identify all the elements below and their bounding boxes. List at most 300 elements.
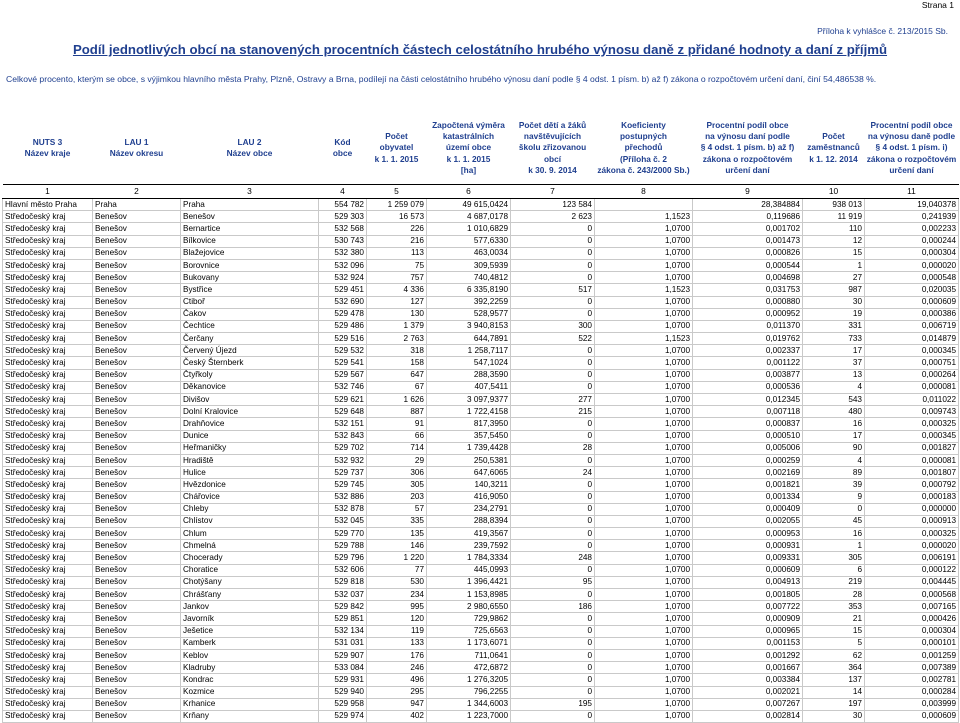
table-cell: Choratice [181, 564, 319, 576]
table-cell: 0 [511, 454, 595, 466]
table-cell: Středočeský kraj [3, 479, 93, 491]
table-cell: 0,019762 [693, 333, 803, 345]
table-cell: 543 [803, 394, 865, 406]
table-cell: 1,1523 [595, 211, 693, 223]
table-cell: Chrášťany [181, 589, 319, 601]
table-row [3, 418, 959, 430]
table-cell: Bukovany [181, 272, 319, 284]
table-cell: 123 584 [511, 199, 595, 211]
table-cell: Benešov [93, 576, 181, 588]
table-cell: Středočeský kraj [3, 345, 93, 357]
table-cell: Středočeský kraj [3, 211, 93, 223]
table-cell: 0,000751 [865, 357, 959, 369]
table-cell: 0 [511, 308, 595, 320]
table-cell: 19,040378 [865, 199, 959, 211]
table-cell: 0,000020 [865, 540, 959, 552]
table-row [3, 637, 959, 649]
table-cell: Benešov [93, 381, 181, 393]
table-cell: 133 [367, 637, 427, 649]
table-cell: 0,000000 [865, 503, 959, 515]
table-cell: 531 031 [319, 637, 367, 649]
table-cell: 1,0700 [595, 272, 693, 284]
table-cell: Středočeský kraj [3, 369, 93, 381]
table-cell: 295 [367, 686, 427, 698]
table-row [3, 199, 959, 211]
table-cell: Chlístov [181, 515, 319, 527]
table-cell: 15 [803, 625, 865, 637]
table-cell: 305 [367, 479, 427, 491]
table-cell: 1,0700 [595, 491, 693, 503]
table-cell: 532 606 [319, 564, 367, 576]
table-cell: 529 940 [319, 686, 367, 698]
table-cell: 1,0700 [595, 662, 693, 674]
table-cell: 0,000020 [865, 259, 959, 271]
table-row [3, 528, 959, 540]
table-cell: 647 [367, 369, 427, 381]
table-cell: Středočeský kraj [3, 442, 93, 454]
table-cell: 472,6872 [427, 662, 511, 674]
table-cell: Benešov [93, 589, 181, 601]
table-row [3, 564, 959, 576]
table-cell: Středočeský kraj [3, 235, 93, 247]
table-cell: Červený Újezd [181, 345, 319, 357]
column-header: Počet obyvatel k 1. 1. 2015 [374, 131, 419, 164]
table-cell: 0,001473 [693, 235, 803, 247]
table-cell: 0,001807 [865, 467, 959, 479]
table-cell: 66 [367, 430, 427, 442]
table-cell: Středočeský kraj [3, 637, 93, 649]
table-cell: 0 [511, 418, 595, 430]
table-row [3, 613, 959, 625]
table-cell: 21 [803, 613, 865, 625]
table-cell: 0,001259 [865, 649, 959, 661]
table-cell: 335 [367, 515, 427, 527]
table-cell: 529 907 [319, 649, 367, 661]
table-cell: 0,000325 [865, 418, 959, 430]
table-cell: 532 924 [319, 272, 367, 284]
table-cell: 1,0700 [595, 235, 693, 247]
table-cell: 246 [367, 662, 427, 674]
table-cell: 234 [367, 589, 427, 601]
table-cell: 0,000568 [865, 589, 959, 601]
table-row [3, 259, 959, 271]
table-cell: 529 702 [319, 442, 367, 454]
table-cell: 0,000536 [693, 381, 803, 393]
table-cell: Děkanovice [181, 381, 319, 393]
table-row [3, 284, 959, 296]
table-cell: Benešov [93, 710, 181, 722]
table-cell: 1 223,7000 [427, 710, 511, 722]
table-row [3, 223, 959, 235]
table-cell: Javorník [181, 613, 319, 625]
table-cell: 203 [367, 491, 427, 503]
table-cell: 0,003999 [865, 698, 959, 710]
table-cell: Hulice [181, 467, 319, 479]
table-cell: 987 [803, 284, 865, 296]
table-cell: 14 [803, 686, 865, 698]
table-cell: 1 626 [367, 394, 427, 406]
table-cell: 530 [367, 576, 427, 588]
table-cell: 77 [367, 564, 427, 576]
table-cell: 796,2255 [427, 686, 511, 698]
table-cell: 532 134 [319, 625, 367, 637]
table-cell: 0,000081 [865, 381, 959, 393]
table-cell: Středočeský kraj [3, 528, 93, 540]
table-cell: Dolní Kralovice [181, 406, 319, 418]
table-cell: 37 [803, 357, 865, 369]
table-cell: 195 [511, 698, 595, 710]
table-cell: 1,0700 [595, 345, 693, 357]
table-cell: 0,005006 [693, 442, 803, 454]
table-cell: 1 173,6071 [427, 637, 511, 649]
table-cell: 0,002233 [865, 223, 959, 235]
table-cell: Benešov [93, 308, 181, 320]
table-cell: Středočeský kraj [3, 454, 93, 466]
table-cell: 733 [803, 333, 865, 345]
table-cell: 215 [511, 406, 595, 418]
table-cell: 27 [803, 272, 865, 284]
table-cell: 353 [803, 601, 865, 613]
table-cell: Čerčany [181, 333, 319, 345]
column-header: Koeficienty postupných přechodů (Příloha č. 2 zákona č. 243/2000 Sb.) [597, 119, 690, 175]
table-cell: Středočeský kraj [3, 381, 93, 393]
column-number: 6 [427, 185, 511, 199]
table-cell: 0,000931 [693, 540, 803, 552]
table-cell: Kondrac [181, 674, 319, 686]
table-cell: 532 843 [319, 430, 367, 442]
table-row [3, 442, 959, 454]
table-cell: Středočeský kraj [3, 296, 93, 308]
table-cell: 29 [367, 454, 427, 466]
table-cell: 0,001821 [693, 479, 803, 491]
table-cell: 0 [511, 369, 595, 381]
table-cell: 197 [803, 698, 865, 710]
table-cell: 0,000609 [865, 296, 959, 308]
table-cell: Středočeský kraj [3, 625, 93, 637]
table-cell: 1 344,6003 [427, 698, 511, 710]
table-row [3, 357, 959, 369]
table-cell: 0,007722 [693, 601, 803, 613]
table-cell: 364 [803, 662, 865, 674]
table-cell: 0,000325 [865, 528, 959, 540]
table-cell: 529 737 [319, 467, 367, 479]
table-cell: 0 [511, 686, 595, 698]
column-header: Započtená výměra katastrálních území obce k 1. 1. 2015 [ha] [432, 119, 505, 175]
table-cell: Divišov [181, 394, 319, 406]
table-cell: Středočeský kraj [3, 710, 93, 722]
table-cell: 17 [803, 345, 865, 357]
table-cell: 19 [803, 308, 865, 320]
table-cell: Čakov [181, 308, 319, 320]
table-cell: 1,0700 [595, 247, 693, 259]
table-cell: Benešov [93, 601, 181, 613]
table-cell: 445,0993 [427, 564, 511, 576]
table-cell: 532 568 [319, 223, 367, 235]
table-cell: 529 621 [319, 394, 367, 406]
table-cell: 995 [367, 601, 427, 613]
table-cell: 0,004698 [693, 272, 803, 284]
table-cell: Benešov [93, 394, 181, 406]
table-cell: 5 [803, 637, 865, 649]
municipality-share-table [2, 112, 959, 723]
table-cell: 532 151 [319, 418, 367, 430]
table-cell: 57 [367, 503, 427, 515]
table-cell: 300 [511, 320, 595, 332]
table-cell: Benešov [93, 406, 181, 418]
table-row [3, 467, 959, 479]
table-cell: 0,002337 [693, 345, 803, 357]
table-cell: 1,0700 [595, 357, 693, 369]
table-cell: 1 [803, 259, 865, 271]
table-cell: Benešov [93, 649, 181, 661]
table-cell: 529 451 [319, 284, 367, 296]
table-cell: 0,119686 [693, 211, 803, 223]
table-cell: 0 [511, 674, 595, 686]
table-cell: 30 [803, 296, 865, 308]
table-cell: 407,5411 [427, 381, 511, 393]
table-cell: 529 745 [319, 479, 367, 491]
table-cell: 0 [511, 637, 595, 649]
table-cell: 532 096 [319, 259, 367, 271]
table-cell: Středočeský kraj [3, 576, 93, 588]
table-cell: 529 788 [319, 540, 367, 552]
table-cell: 0,000264 [865, 369, 959, 381]
table-cell: 0,011022 [865, 394, 959, 406]
table-cell: Čechtice [181, 320, 319, 332]
table-cell: Jankov [181, 601, 319, 613]
table-cell: 305 [803, 552, 865, 564]
table-cell: 1 220 [367, 552, 427, 564]
table-cell: 16 [803, 418, 865, 430]
table-cell: 1,0700 [595, 552, 693, 564]
table-cell: 1,0700 [595, 418, 693, 430]
table-cell: 186 [511, 601, 595, 613]
table-cell: 1,0700 [595, 430, 693, 442]
table-cell: 419,3567 [427, 528, 511, 540]
table-cell: 0,000345 [865, 430, 959, 442]
table-cell: 947 [367, 698, 427, 710]
table-cell: 16 573 [367, 211, 427, 223]
table-cell: Kozmice [181, 686, 319, 698]
table-cell: 1,0700 [595, 710, 693, 722]
table-cell: 529 303 [319, 211, 367, 223]
table-cell: Středočeský kraj [3, 564, 93, 576]
table-cell: 30 [803, 710, 865, 722]
table-cell: 1,0700 [595, 637, 693, 649]
table-cell: Středočeský kraj [3, 272, 93, 284]
table-cell: 0,002021 [693, 686, 803, 698]
column-header: NUTS 3 Název kraje [24, 136, 71, 158]
table-cell: 1 396,4421 [427, 576, 511, 588]
table-cell: 532 380 [319, 247, 367, 259]
table-cell: 135 [367, 528, 427, 540]
table-row [3, 211, 959, 223]
table-cell: 0,000304 [865, 625, 959, 637]
intro-text: Celkové procento, kterým se obce, s výjimkou hlavního města Prahy, Plzně, Ostravy a Brna, podílejí na části celostátního hrubého výnosu daní podle § 4 odst. 1 písm. b) až f) zákona o rozpočtovém určení daní, činí 54,486538 %. [6, 74, 877, 84]
table-cell: 0,000913 [865, 515, 959, 527]
table-cell: 0 [511, 345, 595, 357]
table-cell: 402 [367, 710, 427, 722]
table-cell: 528,9577 [427, 308, 511, 320]
table-cell: 1,1523 [595, 284, 693, 296]
table-cell: 0,002814 [693, 710, 803, 722]
table-cell: Středočeský kraj [3, 491, 93, 503]
table-cell: 1,0700 [595, 406, 693, 418]
table-cell: Středočeský kraj [3, 418, 93, 430]
column-number: 10 [803, 185, 865, 199]
table-cell: Chleby [181, 503, 319, 515]
table-cell: 0,011370 [693, 320, 803, 332]
table-cell: Dunice [181, 430, 319, 442]
table-cell: 130 [367, 308, 427, 320]
table-cell: Středočeský kraj [3, 320, 93, 332]
table-cell: 0,006719 [865, 320, 959, 332]
table-cell: Středočeský kraj [3, 284, 93, 296]
table-cell: 0,000244 [865, 235, 959, 247]
table-cell: Benešov [93, 674, 181, 686]
table-cell: 0,000510 [693, 430, 803, 442]
table-cell: Benešov [93, 662, 181, 674]
table-cell: Středočeský kraj [3, 333, 93, 345]
table-cell: Benešov [93, 345, 181, 357]
table-cell: 137 [803, 674, 865, 686]
table-cell: 120 [367, 613, 427, 625]
table-cell: 529 974 [319, 710, 367, 722]
table-cell: Praha [181, 199, 319, 211]
table-cell: 248 [511, 552, 595, 564]
table-cell: 496 [367, 674, 427, 686]
column-header: Procentní podíl obce na výnosu daně podle § 4 odst. 1 písm. i) zákona o rozpočtovém určení daní [866, 119, 957, 175]
table-cell: 0 [511, 662, 595, 674]
table-cell: 0,000183 [865, 491, 959, 503]
table-cell: 522 [511, 333, 595, 345]
column-number: 9 [693, 185, 803, 199]
table-cell: Středočeský kraj [3, 503, 93, 515]
table-cell: 0,001702 [693, 223, 803, 235]
table-cell: 39 [803, 479, 865, 491]
column-header: Procentní podíl obce na výnosu daní podle § 4 odst. 1 písm. b) až f) zákona o rozpočtovém určení daní [700, 119, 795, 175]
table-row [3, 576, 959, 588]
table-row [3, 540, 959, 552]
table-cell: Středočeský kraj [3, 613, 93, 625]
table-cell: 0,000952 [693, 308, 803, 320]
table-cell: 0 [511, 528, 595, 540]
table-cell: 0 [511, 479, 595, 491]
table-cell: Benešov [93, 503, 181, 515]
table-cell: Středočeský kraj [3, 698, 93, 710]
table-cell: 740,4812 [427, 272, 511, 284]
table-row [3, 296, 959, 308]
table-cell: 938 013 [803, 199, 865, 211]
table-cell: Borovnice [181, 259, 319, 271]
table-cell: 0,002169 [693, 467, 803, 479]
table-cell: 533 084 [319, 662, 367, 674]
table-cell: 0 [511, 649, 595, 661]
table-cell: 0,000304 [865, 247, 959, 259]
table-cell: 1,0700 [595, 649, 693, 661]
column-header: Kód obce [332, 136, 353, 158]
table-row [3, 552, 959, 564]
table-cell: 0,000837 [693, 418, 803, 430]
table-cell: Praha [93, 199, 181, 211]
table-cell: 1,0700 [595, 515, 693, 527]
table-row [3, 369, 959, 381]
table-cell: Benešov [93, 686, 181, 698]
table-cell: 0 [511, 564, 595, 576]
table-cell: 4 [803, 381, 865, 393]
table-cell: 0 [511, 625, 595, 637]
table-cell: 0,002781 [865, 674, 959, 686]
table-cell: Benešov [93, 369, 181, 381]
table-cell: 1,0700 [595, 564, 693, 576]
table-cell: 644,7891 [427, 333, 511, 345]
table-cell: 0 [511, 259, 595, 271]
table-cell: 392,2259 [427, 296, 511, 308]
table-cell: 0 [511, 503, 595, 515]
table-cell: 0,004445 [865, 576, 959, 588]
table-cell: 1,0700 [595, 698, 693, 710]
table-cell: 1 379 [367, 320, 427, 332]
table-row [3, 674, 959, 686]
table-cell: Benešov [93, 613, 181, 625]
table-cell: 529 532 [319, 345, 367, 357]
table-cell: Hradiště [181, 454, 319, 466]
table-cell: 219 [803, 576, 865, 588]
table-cell: 11 919 [803, 211, 865, 223]
table-cell: 3 097,9377 [427, 394, 511, 406]
table-cell: 0,001827 [865, 442, 959, 454]
table-row [3, 454, 959, 466]
table-cell: 529 541 [319, 357, 367, 369]
table-cell: 1,0700 [595, 223, 693, 235]
table-row [3, 601, 959, 613]
table-cell: Benešov [93, 320, 181, 332]
column-number-row [3, 185, 959, 199]
column-header: LAU 2 Název obce [226, 136, 273, 158]
table-cell: 416,9050 [427, 491, 511, 503]
table-cell: 0 [511, 381, 595, 393]
table-cell: 0 [803, 503, 865, 515]
table-cell: 0,000953 [693, 528, 803, 540]
table-cell: 0,000880 [693, 296, 803, 308]
table-cell: 0,000544 [693, 259, 803, 271]
table-cell: 529 818 [319, 576, 367, 588]
table-cell: 1,0700 [595, 381, 693, 393]
table-cell: 1,0700 [595, 503, 693, 515]
table-cell: 1 153,8985 [427, 589, 511, 601]
table-cell: Středočeský kraj [3, 394, 93, 406]
table-cell: 1,0700 [595, 369, 693, 381]
table-cell: 0,007267 [693, 698, 803, 710]
column-number: 5 [367, 185, 427, 199]
table-cell: Drahňovice [181, 418, 319, 430]
table-cell: 28 [511, 442, 595, 454]
table-cell: 1,0700 [595, 479, 693, 491]
table-cell: 1,0700 [595, 540, 693, 552]
table-cell: 119 [367, 625, 427, 637]
table-cell: 90 [803, 442, 865, 454]
table-row [3, 247, 959, 259]
table-cell: 24 [511, 467, 595, 479]
table-cell: 0,000609 [693, 564, 803, 576]
table-cell: 0,009743 [865, 406, 959, 418]
table-cell: Český Šternberk [181, 357, 319, 369]
table-row [3, 479, 959, 491]
table-cell: Benešov [181, 211, 319, 223]
table-cell: 4 336 [367, 284, 427, 296]
table-cell: Bystřice [181, 284, 319, 296]
table-cell: Středočeský kraj [3, 259, 93, 271]
